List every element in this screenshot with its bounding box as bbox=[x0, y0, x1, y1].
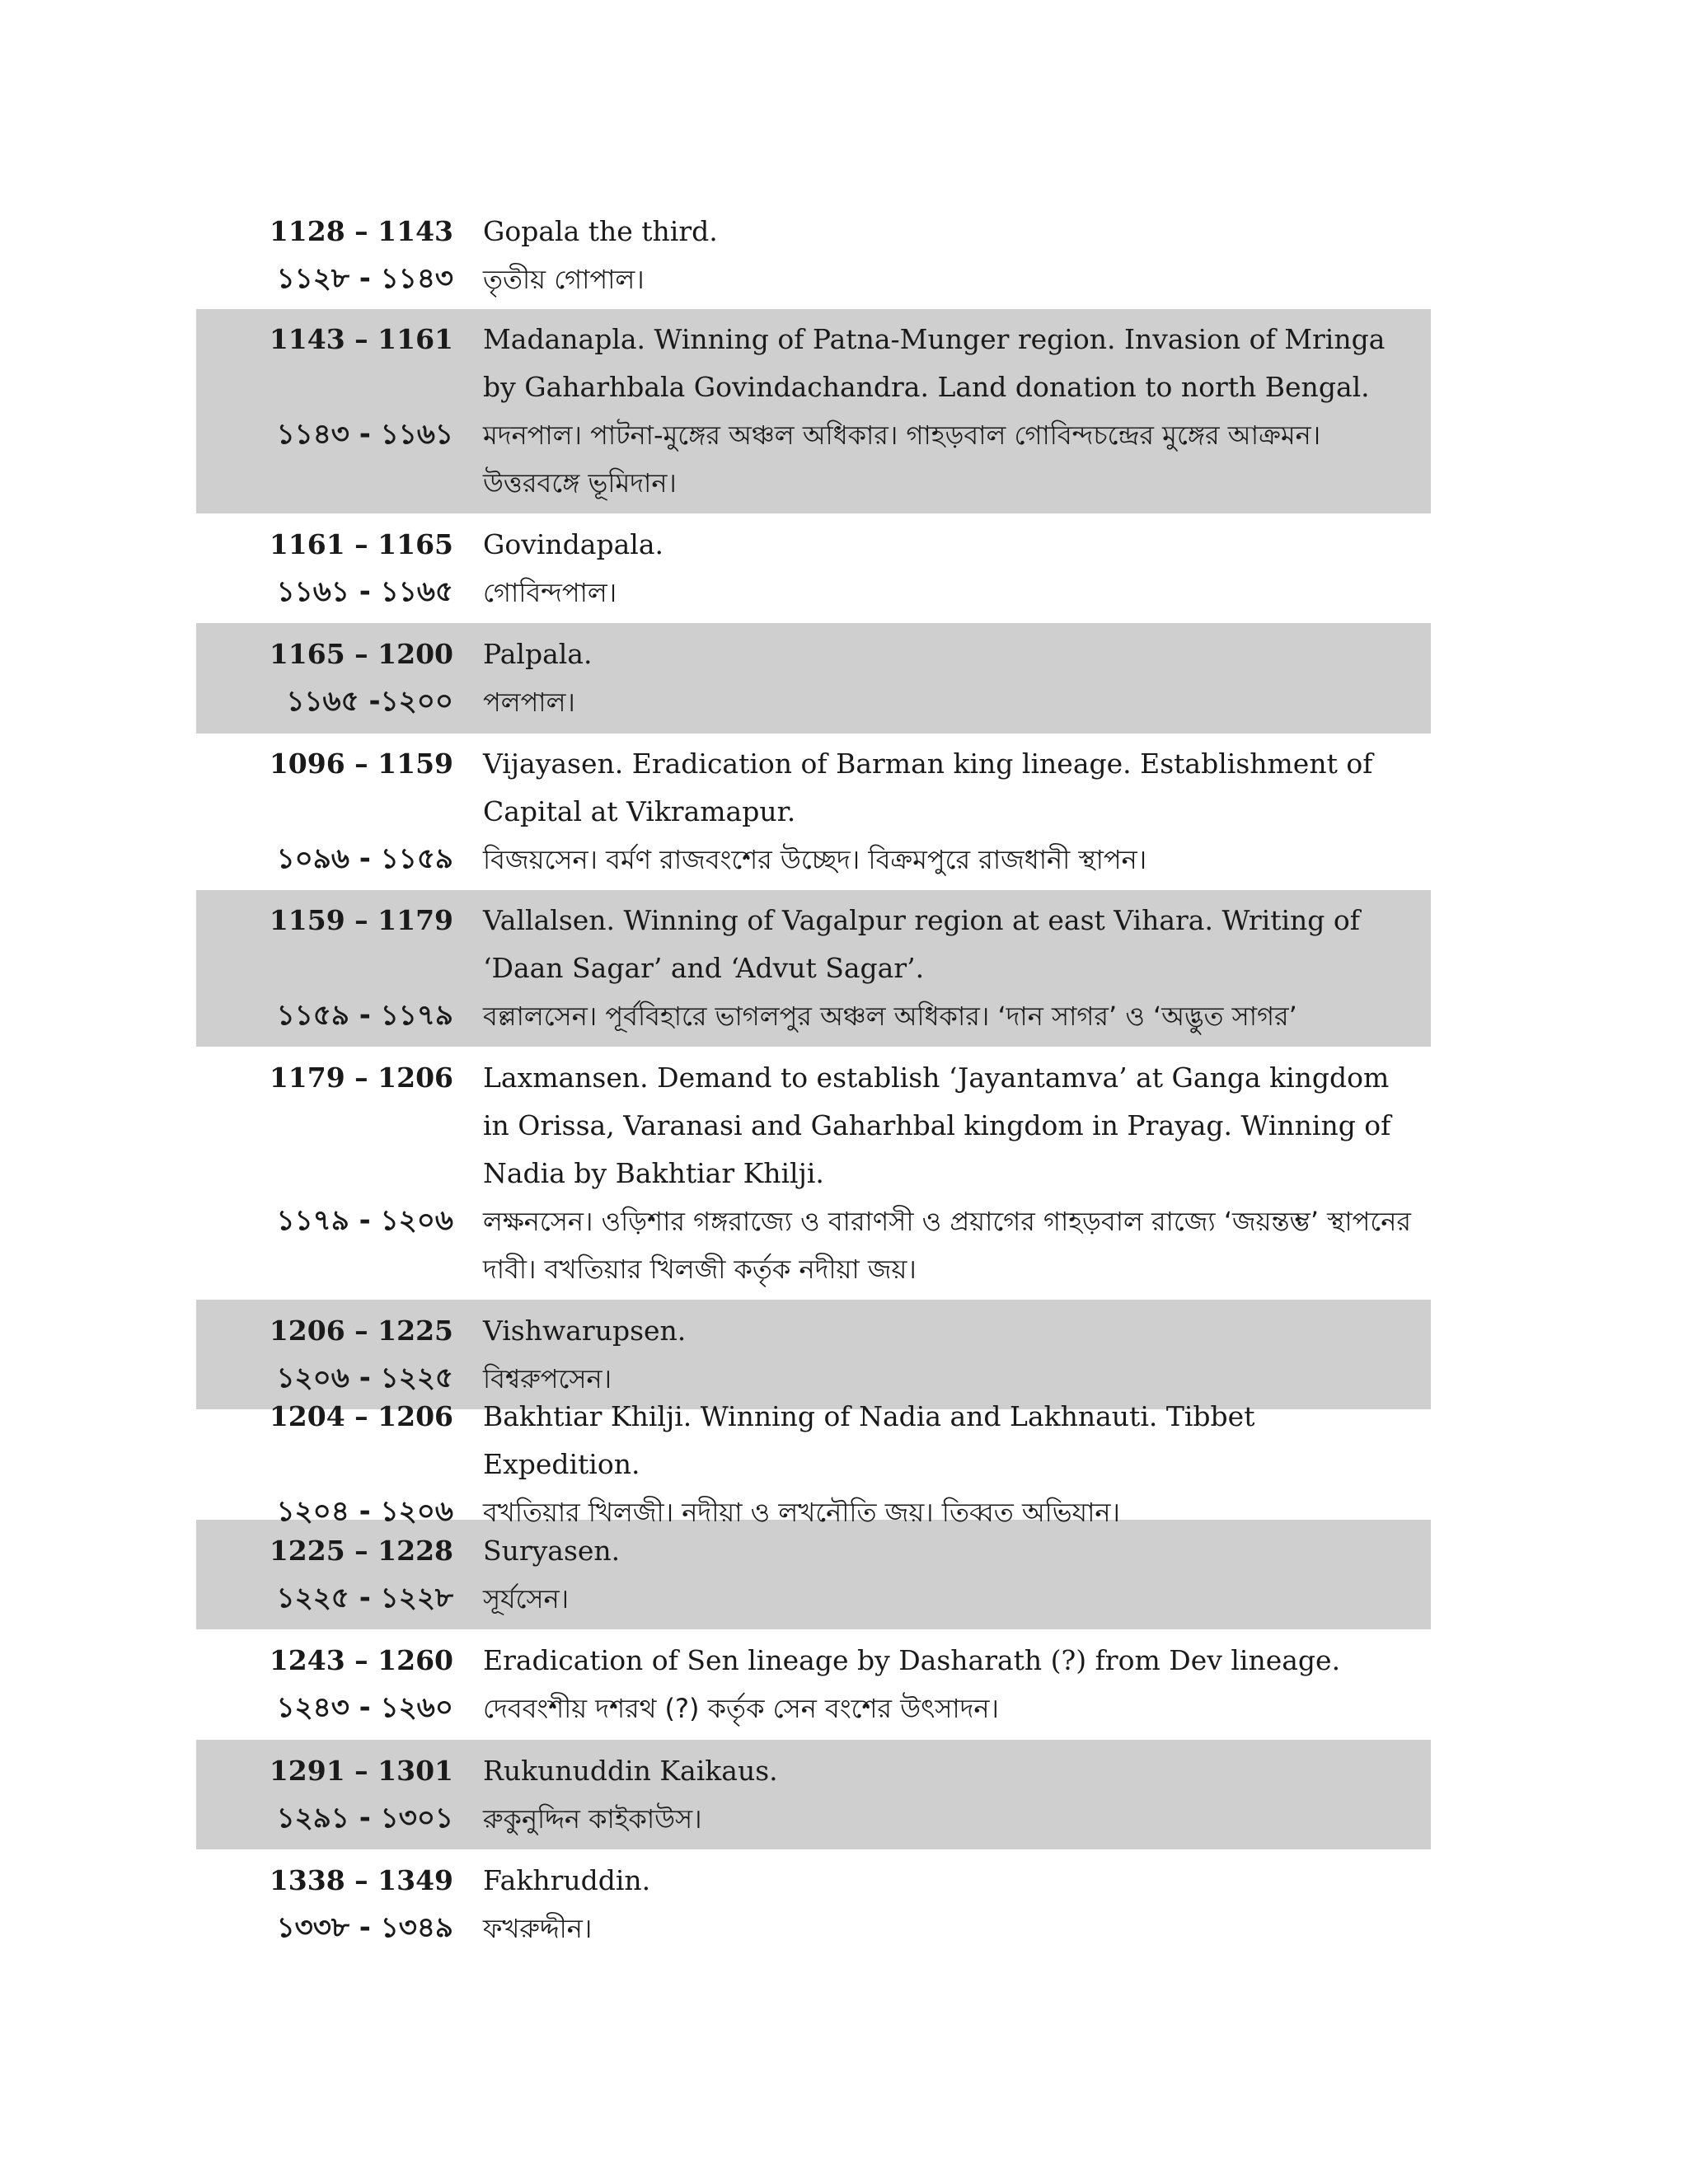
english-date-range: 1159 – 1179 bbox=[269, 904, 453, 936]
bengali-description: গোবিন্দপাল। bbox=[483, 576, 617, 608]
timeline-entry bbox=[196, 1047, 1431, 1300]
english-line bbox=[196, 316, 1431, 411]
bengali-line bbox=[196, 836, 1431, 883]
timeline-entry bbox=[196, 1629, 1431, 1740]
english-date-range: 1143 – 1161 bbox=[269, 323, 453, 355]
bengali-date-range: ১২৪৩ - ১২৬০ bbox=[276, 1691, 453, 1724]
timeline-entry bbox=[196, 733, 1431, 890]
bengali-line bbox=[196, 569, 1431, 616]
bengali-description: ফখরুদ্দীন। bbox=[483, 1913, 593, 1944]
english-line bbox=[196, 630, 1431, 678]
timeline-entry bbox=[196, 1849, 1431, 1960]
bengali-description: বিজয়সেন। বর্মণ রাজবংশের উচ্ছেদ। বিক্রমপুরে রাজধানী স্থাপন। bbox=[483, 844, 1147, 875]
timeline-entry bbox=[196, 513, 1431, 623]
english-description: Madanapla. Winning of Patna-Munger region. Invasion of Mringa by Gaharhbala Govindachandra. Land donation to north Bengal. bbox=[483, 323, 1386, 403]
bengali-date-range: ১০৯৬ - ১১৫৯ bbox=[276, 842, 453, 875]
english-date-range: 1161 – 1165 bbox=[269, 527, 453, 560]
english-line bbox=[196, 1307, 1431, 1355]
timeline-entry bbox=[196, 309, 1431, 513]
bengali-line bbox=[196, 1795, 1431, 1843]
english-description: Eradication of Sen lineage by Dasharath (?) from Dev lineage. bbox=[483, 1644, 1341, 1676]
english-description: Fakhruddin. bbox=[483, 1864, 651, 1896]
timeline-entry bbox=[196, 1400, 1431, 1528]
bengali-description: লক্ষনসেন। ওড়িশার গঙ্গরাজ্যে ও বারাণসী ও প্রয়াগের গাহড়বাল রাজ্যে ‘জয়ন্তম্ভ’ স্থাপনের দাবী। বখতিয়ার খিলজী কর্তৃক নদীয়া জয়। bbox=[483, 1205, 1411, 1285]
english-date-range: 1291 – 1301 bbox=[269, 1754, 453, 1787]
bengali-date-range: ১১২৮ - ১১৪৩ bbox=[276, 262, 453, 295]
timeline-entry bbox=[196, 1520, 1431, 1629]
bengali-description: তৃতীয় গোপাল। bbox=[483, 264, 645, 295]
timeline-entry bbox=[196, 623, 1431, 733]
bengali-date-range: ১১৪৩ - ১১৬১ bbox=[276, 418, 453, 451]
bengali-line bbox=[196, 1905, 1431, 1952]
bengali-date-range: ১১৬১ - ১১৬৫ bbox=[276, 574, 453, 608]
english-date-range: 1338 – 1349 bbox=[269, 1864, 453, 1896]
english-description: Vijayasen. Eradication of Barman king lineage. Establishment of Capital at Vikramapur. bbox=[483, 748, 1373, 827]
bengali-description: রুকুনুদ্দিন কাইকাউস। bbox=[483, 1802, 702, 1835]
english-description: Bakhtiar Khilji. Winning of Nadia and Lakhnauti. Tibbet Expedition. bbox=[483, 1400, 1255, 1480]
english-line bbox=[196, 1637, 1431, 1685]
english-description: Palpala. bbox=[483, 638, 593, 670]
english-line bbox=[196, 208, 1431, 255]
english-description: Govindapala. bbox=[483, 527, 663, 560]
english-date-range: 1204 – 1206 bbox=[269, 1400, 453, 1432]
english-description: Suryasen. bbox=[483, 1534, 621, 1567]
english-date-range: 1206 – 1225 bbox=[269, 1314, 453, 1347]
bengali-line bbox=[196, 1575, 1431, 1623]
bengali-description: মদনপাল। পাটনা-মুঙ্গের অঞ্চল অধিকার। গাহড়বাল গোবিন্দচন্দ্রের মুঙ্গের আক্রমন। উত্তরবঙ্গে ভূমিদান। bbox=[483, 419, 1321, 499]
bengali-line bbox=[196, 992, 1431, 1040]
english-line bbox=[196, 1393, 1431, 1488]
timeline-entry bbox=[196, 202, 1431, 309]
english-description: Laxmansen. Demand to establish ‘Jayantamva’ at Ganga kingdom in Orissa, Varanasi and Gaharhbal kingdom in Prayag. Winning of Nadia by Bakhtiar Khilji. bbox=[483, 1061, 1391, 1189]
english-date-range: 1243 – 1260 bbox=[269, 1644, 453, 1676]
english-line bbox=[196, 1527, 1431, 1575]
timeline-entry bbox=[196, 890, 1431, 1047]
bengali-date-range: ১২৯১ - ১৩০১ bbox=[276, 1801, 453, 1835]
bengali-description: পলপাল। bbox=[483, 687, 575, 718]
bengali-description: বল্লালসেন। পূর্ববিহারে ভাগলপুর অঞ্চল অধিকার। ‘দান সাগর’ ও ‘অদ্ভুত সাগর’ bbox=[483, 1001, 1297, 1032]
english-description: Gopala the third. bbox=[483, 215, 718, 247]
bengali-date-range: ১২০৪ - ১২০৬ bbox=[276, 1495, 453, 1528]
bengali-date-range: ১৩৩৮ - ১৩৪৯ bbox=[276, 1911, 453, 1944]
bengali-date-range: ১১৬৫ -১২০০ bbox=[286, 685, 453, 718]
bengali-line bbox=[196, 411, 1431, 507]
english-date-range: 1179 – 1206 bbox=[269, 1061, 453, 1094]
bengali-description: সূর্যসেন। bbox=[483, 1582, 570, 1615]
english-date-range: 1225 – 1228 bbox=[269, 1534, 453, 1567]
english-line bbox=[196, 1747, 1431, 1795]
english-line bbox=[196, 897, 1431, 992]
bengali-date-range: ১১৭৯ - ১২০৬ bbox=[276, 1203, 453, 1237]
english-date-range: 1128 – 1143 bbox=[269, 215, 453, 247]
bengali-line bbox=[196, 255, 1431, 303]
english-description: Rukunuddin Kaikaus. bbox=[483, 1754, 778, 1787]
bengali-description: দেববংশীয় দশরথ (?) কর্তৃক সেন বংশের উৎসাদন। bbox=[483, 1693, 999, 1724]
english-description: Vallalsen. Winning of Vagalpur region at east Vihara. Writing of ‘Daan Sagar’ and ‘Advut Sagar’. bbox=[483, 904, 1360, 984]
bengali-line bbox=[196, 678, 1431, 726]
english-line bbox=[196, 1857, 1431, 1905]
bengali-line bbox=[196, 1197, 1431, 1293]
bengali-date-range: ১২০৬ - ১২২৫ bbox=[276, 1361, 453, 1394]
english-date-range: 1096 – 1159 bbox=[269, 748, 453, 780]
english-description: Vishwarupsen. bbox=[483, 1314, 687, 1347]
bengali-date-range: ১২২৫ - ১২২৮ bbox=[276, 1581, 453, 1615]
timeline-entry bbox=[196, 1740, 1431, 1849]
english-date-range: 1165 – 1200 bbox=[269, 638, 453, 670]
english-line bbox=[196, 1054, 1431, 1197]
timeline-table bbox=[196, 202, 1431, 1960]
english-line bbox=[196, 740, 1431, 836]
bengali-date-range: ১১৫৯ - ১১৭৯ bbox=[276, 999, 453, 1032]
bengali-description: বখতিয়ার খিলজী। নদীয়া ও লখনৌতি জয়। তিব্বত অভিযান। bbox=[483, 1497, 1120, 1528]
bengali-line bbox=[196, 1685, 1431, 1732]
bengali-description: বিশ্বরুপসেন। bbox=[483, 1362, 612, 1394]
english-line bbox=[196, 521, 1431, 569]
